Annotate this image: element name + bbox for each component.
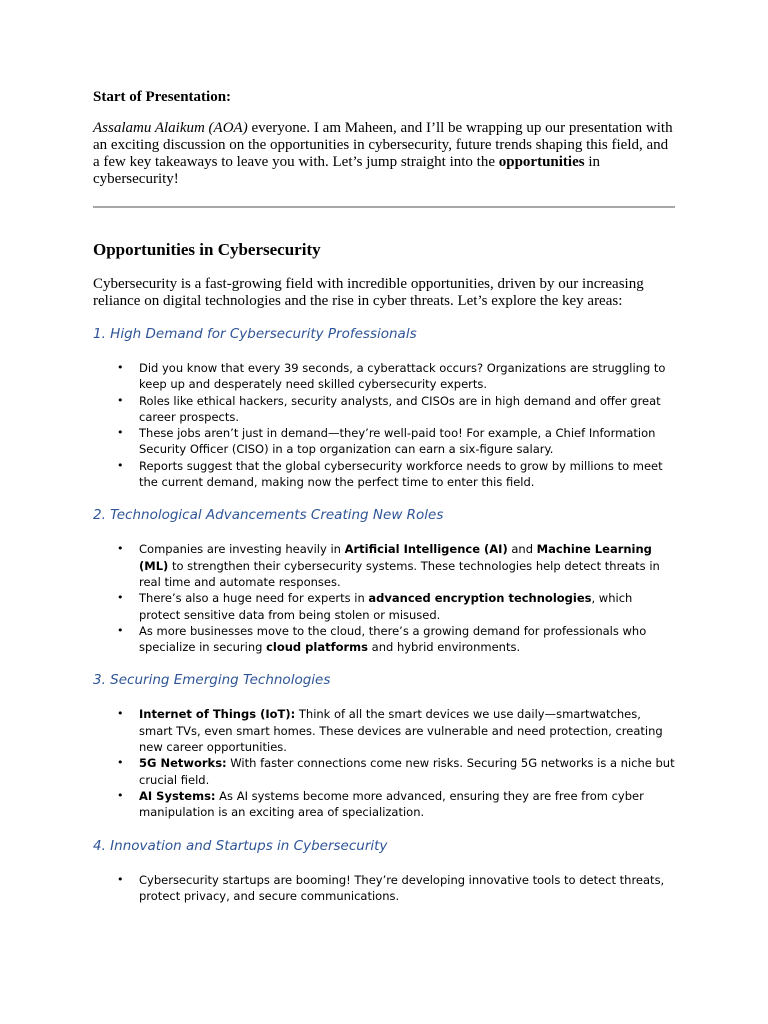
list-item	[117, 458, 675, 491]
bullet-list-tech-advancements	[93, 541, 675, 655]
text-run: to strengthen their cybersecurity systems. These technologies help detect threats in real time and automate responses.	[139, 558, 660, 589]
bullet-icon: •	[117, 788, 124, 802]
bullet-icon: •	[117, 623, 124, 637]
bullet-icon: •	[117, 591, 124, 605]
section-heading: Opportunities in Cybersecurity	[93, 240, 321, 259]
bullet-icon: •	[117, 361, 124, 374]
intro-greeting: Assalamu Alaikum (AOA)	[93, 120, 248, 136]
bold-run: cloud platforms	[266, 640, 368, 655]
list-item-text: Cybersecurity startups are booming! They’re developing innovative tools to detect threats, protect privacy, and secure communications.	[139, 872, 665, 903]
list-item-text: These jobs aren’t just in demand—they’re well-paid too! For example, a Chief Information Security Officer (CISO) in a top organization can earn a six-figure salary.	[139, 426, 656, 457]
text-run: and	[507, 542, 537, 557]
text-run: As more businesses move to the cloud, there’s a growing demand for professionals who specialize in securing	[139, 623, 647, 655]
list-item	[117, 360, 675, 393]
intro-text-1: everyone. I am Maheen, and I’ll be wrapping up our presentation with an exciting discussion on the opportunities in cybersecurity, future trends shaping this field, and a few key takeaways to leave you with. Let’s jump straight into the	[93, 120, 673, 170]
list-item	[117, 393, 675, 426]
text-run: There’s also a huge need for experts in	[139, 591, 369, 606]
bold-run: advanced encryption technologies	[368, 591, 592, 606]
text-run: , which protect sensitive data from being stolen or misused.	[139, 591, 633, 622]
list-item-text: Roles like ethical hackers, security analysts, and CISOs are in high demand and offer great career prospects.	[139, 393, 661, 424]
list-item	[117, 706, 675, 755]
bullet-icon: •	[117, 542, 124, 556]
subheading-emerging-tech: 3. Securing Emerging Technologies	[93, 672, 331, 689]
intro-bold: opportunities	[498, 154, 585, 170]
bullet-icon: •	[117, 756, 124, 770]
text-run: Think of all the smart devices we use daily—smartwatches, smart TVs, even smart homes. These devices are vulnerable and need protection, creating new career opportunities.	[139, 707, 663, 755]
start-title: Start of Presentation:	[93, 89, 232, 105]
bullet-list-high-demand	[93, 360, 675, 490]
text-run: and hybrid environments.	[368, 640, 521, 655]
bullet-icon: •	[117, 393, 124, 407]
bullet-list-startups	[93, 872, 675, 905]
bold-run: Internet of Things (IoT):	[139, 707, 296, 722]
bullet-icon: •	[117, 426, 124, 440]
list-item	[117, 425, 675, 458]
list-item	[117, 788, 675, 821]
text-run: Companies are investing heavily in	[139, 542, 345, 557]
bullet-icon: •	[117, 458, 124, 472]
bullet-icon: •	[117, 707, 124, 721]
text-run: As AI systems become more advanced, ensuring they are free from cyber manipulation is an exciting area of specialization.	[139, 788, 644, 820]
intro-text-2: in cybersecurity!	[93, 154, 601, 187]
bold-run: Artificial Intelligence (AI)	[344, 542, 508, 557]
list-item	[117, 755, 675, 788]
intro-paragraph	[93, 120, 675, 188]
list-item	[117, 623, 675, 656]
horizontal-rule	[93, 206, 675, 208]
document-content	[93, 88, 675, 904]
bold-run: AI Systems:	[139, 788, 216, 803]
bullet-list-emerging-tech	[93, 706, 675, 820]
subheading-tech-advancements: 2. Technological Advancements Creating New Roles	[93, 507, 444, 524]
list-item	[117, 872, 675, 905]
list-item-text: Did you know that every 39 seconds, a cyberattack occurs? Organizations are struggling to keep up and desperately need skilled cybersecurity experts.	[139, 361, 666, 392]
subheading-high-demand: 1. High Demand for Cybersecurity Professionals	[93, 326, 417, 342]
bullet-icon: •	[117, 872, 124, 886]
bold-run: 5G Networks:	[139, 756, 227, 771]
list-item	[117, 590, 675, 623]
list-item	[117, 541, 675, 590]
subheading-startups: 4. Innovation and Startups in Cybersecurity	[93, 837, 388, 854]
bold-run: Machine Learning (ML)	[139, 542, 652, 573]
lead-paragraph: Cybersecurity is a fast-growing field with incredible opportunities, driven by our increasing reliance on digital technologies and the rise in cyber threats. Let’s explore the key areas:	[93, 276, 644, 309]
text-run: With faster connections come new risks. Securing 5G networks is a niche but crucial field.	[139, 756, 675, 787]
list-item-text: Reports suggest that the global cybersecurity workforce needs to grow by millions to meet the current demand, making now the perfect time to enter this field.	[139, 458, 663, 490]
